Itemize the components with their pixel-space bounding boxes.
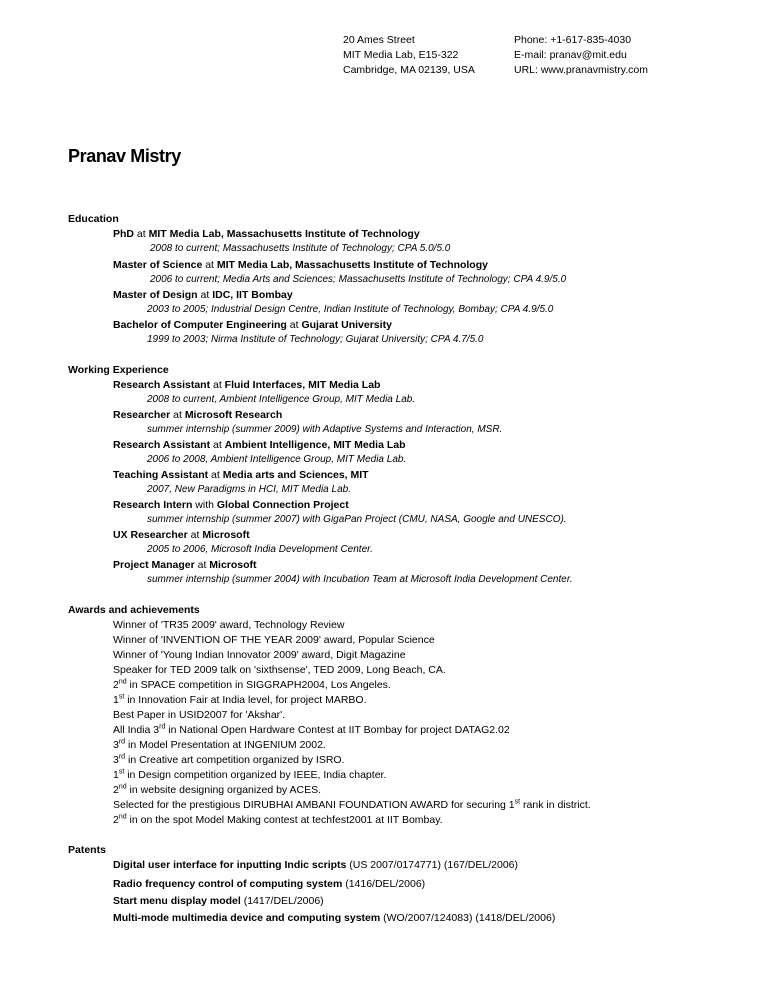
experience-detail: summer internship (summer 2007) with GigaPan Project (CMU, NASA, Google and UNESCO).	[147, 514, 567, 525]
experience-detail: 2008 to current, Ambient Intelligence Group, MIT Media Lab.	[147, 394, 416, 405]
education-entry: PhD at MIT Media Lab, Massachusetts Institute of Technology	[113, 228, 420, 240]
award-item: Best Paper in USID2007 for 'Akshar'.	[113, 709, 286, 721]
award-item: All India 3rd in National Open Hardware Contest at IIT Bombay for project DATAG2.02	[113, 723, 510, 736]
patent-item: Multi-mode multimedia device and computing system (WO/2007/124083) (1418/DEL/2006)	[113, 912, 556, 924]
education-entry: Bachelor of Computer Engineering at Gujarat University	[113, 319, 392, 331]
experience-detail: 2005 to 2006, Microsoft India Development Center.	[147, 544, 373, 555]
education-entry: Master of Science at MIT Media Lab, Massachusetts Institute of Technology	[113, 259, 488, 271]
education-detail: 1999 to 2003; Nirma Institute of Technology; Gujarat University; CPA 4.7/5.0	[147, 334, 484, 345]
education-detail: 2003 to 2005; Industrial Design Centre, Indian Institute of Technology, Bombay; CPA 4.9/5.0	[147, 304, 554, 315]
contact-address	[343, 33, 475, 78]
experience-detail: 2006 to 2008, Ambient Intelligence Group, MIT Media Lab.	[147, 454, 407, 465]
award-item: 2nd in SPACE competition in SIGGRAPH2004, Los Angeles.	[113, 678, 391, 691]
contact-info	[514, 33, 648, 78]
experience-entry: Research Intern with Global Connection Project	[113, 499, 349, 511]
experience-entry: UX Researcher at Microsoft	[113, 529, 250, 541]
education-detail: 2008 to current; Massachusetts Institute of Technology; CPA 5.0/5.0	[150, 243, 451, 254]
address-line: Cambridge, MA 02139, USA	[343, 64, 475, 76]
experience-detail: 2007, New Paradigms in HCI, MIT Media Lab.	[147, 484, 351, 495]
experience-entry: Research Assistant at Fluid Interfaces, MIT Media Lab	[113, 379, 381, 391]
section-heading-education: Education	[68, 213, 119, 225]
email-line: E-mail: pranav@mit.edu	[514, 49, 627, 61]
page-title: Pranav Mistry	[68, 146, 181, 166]
address-line: MIT Media Lab, E15-322	[343, 49, 459, 61]
experience-entry: Researcher at Microsoft Research	[113, 409, 283, 421]
experience-entry: Research Assistant at Ambient Intelligence, MIT Media Lab	[113, 439, 406, 451]
patent-item: Start menu display model (1417/DEL/2006)	[113, 895, 324, 907]
section-heading-experience: Working Experience	[68, 364, 169, 376]
url-line: URL: www.pranavmistry.com	[514, 64, 648, 76]
experience-detail: summer internship (summer 2004) with Incubation Team at Microsoft India Development Center.	[147, 574, 573, 585]
award-item: 1st in Design competition organized by IEEE, India chapter.	[113, 768, 387, 781]
section-heading-awards: Awards and achievements	[68, 604, 200, 616]
patent-item: Radio frequency control of computing system (1416/DEL/2006)	[113, 878, 426, 890]
section-heading-patents: Patents	[68, 844, 106, 856]
address-line: 20 Ames Street	[343, 34, 415, 46]
award-item: 2nd in website designing organized by ACES.	[113, 783, 322, 796]
award-item: 1st in Innovation Fair at India level, for project MARBO.	[113, 693, 367, 706]
experience-entry: Project Manager at Microsoft	[113, 559, 257, 571]
education-entry: Master of Design at IDC, IIT Bombay	[113, 289, 293, 301]
award-item: 3rd in Creative art competition organized by ISRO.	[113, 753, 345, 766]
experience-detail: summer internship (summer 2009) with Adaptive Systems and Interaction, MSR.	[147, 424, 503, 435]
award-item: 2nd in on the spot Model Making contest at techfest2001 at IIT Bombay.	[113, 813, 443, 826]
patent-item: Digital user interface for inputting Indic scripts (US 2007/0174771) (167/DEL/2006)	[113, 859, 518, 871]
award-item: Winner of 'INVENTION OF THE YEAR 2009' award, Popular Science	[113, 634, 435, 646]
award-item: Winner of 'TR35 2009' award, Technology Review	[113, 619, 345, 631]
education-detail: 2006 to current; Media Arts and Sciences; Massachusetts Institute of Technology; CPA 4.9/5.0	[150, 274, 567, 285]
experience-entry: Teaching Assistant at Media arts and Sciences, MIT	[113, 469, 369, 481]
award-item: Winner of 'Young Indian Innovator 2009' award, Digit Magazine	[113, 649, 406, 661]
award-item: 3rd in Model Presentation at INGENIUM 2002.	[113, 738, 326, 751]
phone-line: Phone: +1-617-835-4030	[514, 34, 632, 46]
award-item: Selected for the prestigious DIRUBHAI AMBANI FOUNDATION AWARD for securing 1st rank in district.	[113, 798, 591, 811]
award-item: Speaker for TED 2009 talk on 'sixthsense', TED 2009, Long Beach, CA.	[113, 664, 446, 676]
